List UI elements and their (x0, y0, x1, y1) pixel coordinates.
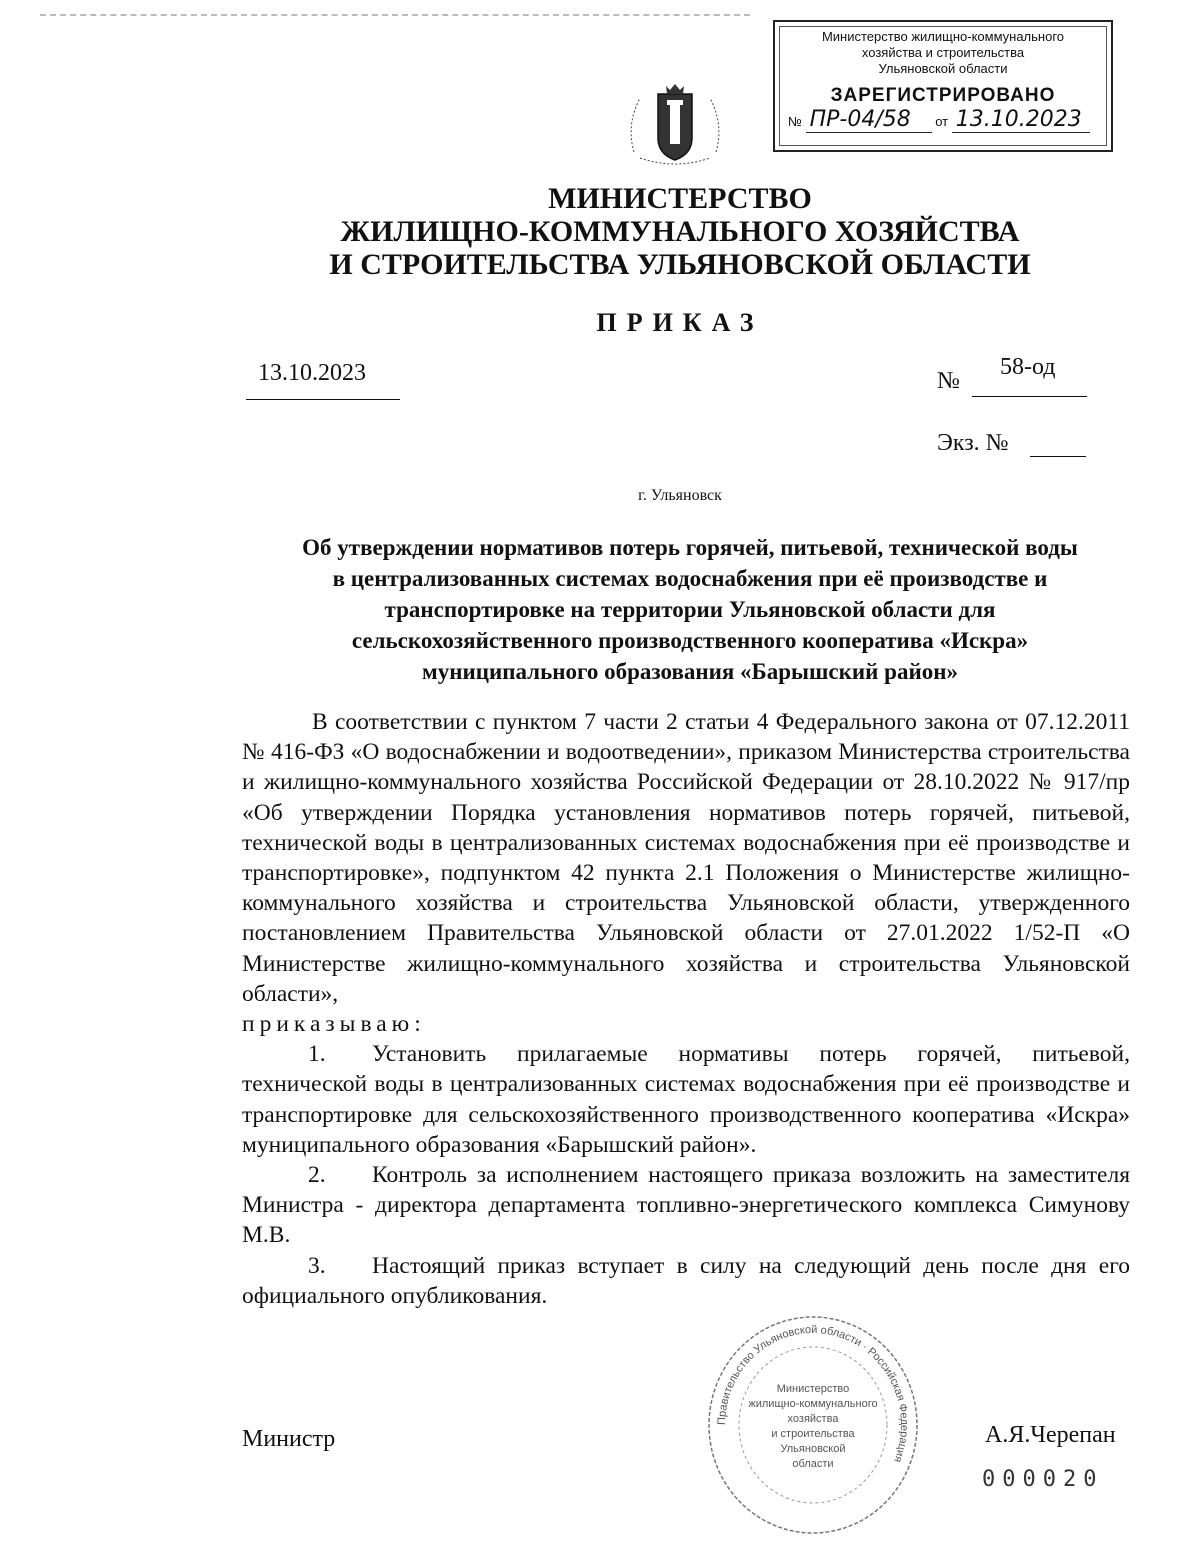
order-body (242, 707, 1130, 1311)
seal-ring-text: Правительство Ульяновской области · Российская Федерация (715, 1323, 911, 1465)
registration-date-label: от (935, 114, 949, 129)
seal-center-line3: хозяйства (787, 1413, 839, 1425)
heading-line1: Об утверждении нормативов потерь горячей, питьевой, технической воды (302, 535, 1078, 560)
order-directive: приказываю: (242, 1011, 426, 1038)
coat-of-arms-emblem (620, 80, 730, 170)
ministry-header (300, 182, 1060, 281)
registration-stamp-inner-frame (779, 26, 1107, 146)
registration-date-value: 13.10.2023 (952, 107, 1090, 133)
city-label: г. Ульяновск (638, 487, 722, 504)
order-item-1 (242, 1039, 1130, 1160)
order-item-3 (242, 1251, 1130, 1311)
order-item-text: Установить прилагаемые нормативы потерь горячей, питьевой, технической воды в централизованных системах водоснабжения при её производстве и транспортировке для сельскохозяйственного производственного кооператива «Искра» муниципального образования «Барышский район». (242, 1041, 1130, 1158)
copy-number-underline (1030, 456, 1086, 457)
heading-line4: сельскохозяйственного производственного кооператива «Искра» (351, 628, 1029, 653)
registration-status: ЗАРЕГИСТРИРОВАНО (830, 85, 1056, 106)
order-item-number: 2. (308, 1162, 326, 1189)
order-number: 58-од (1000, 354, 1056, 380)
order-item-text: Настоящий приказ вступает в силу на следующий день после дня его официального опубликования. (242, 1252, 1130, 1309)
order-subject-heading (230, 532, 1150, 687)
registration-stamp (773, 20, 1113, 152)
order-date: 13.10.2023 (258, 360, 366, 386)
form-serial-number: 000020 (982, 1467, 1104, 1492)
heading-line2: в централизованных системах водоснабжения при её производстве и (332, 566, 1048, 591)
registration-number-row (788, 107, 1098, 133)
seal-center-line2: жилищно-коммунального (748, 1398, 878, 1410)
registration-stamp-line1: Министерство жилищно-коммунального (821, 29, 1065, 44)
seal-center-line1: Министерство (776, 1383, 850, 1395)
order-item-number: 3. (308, 1252, 326, 1279)
signatory-position: Министр (242, 1426, 336, 1452)
registration-stamp-line3: Ульяновской области (878, 61, 1008, 76)
signatory-name: А.Я.Черепан (985, 1422, 1116, 1448)
heading-line3: транспортировке на территории Ульяновской области для (384, 597, 996, 622)
ministry-line3: И СТРОИТЕЛЬСТВА УЛЬЯНОВСКОЙ ОБЛАСТИ (329, 248, 1031, 281)
order-number-underline (972, 396, 1087, 397)
heading-line5: муниципального образования «Барышский район» (422, 659, 958, 684)
order-item-number: 1. (308, 1041, 326, 1068)
official-seal (703, 1310, 923, 1540)
order-date-underline (246, 399, 400, 400)
seal-center-line4: и строительства (771, 1428, 855, 1440)
registration-stamp-line2: хозяйства и строительства (861, 45, 1025, 60)
order-number-label: № (937, 368, 960, 394)
document-type-title: ПРИКАЗ (596, 308, 764, 337)
ministry-line2: ЖИЛИЩНО-КОММУНАЛЬНОГО ХОЗЯЙСТВА (340, 215, 1020, 248)
preamble-paragraph: В соответствии с пунктом 7 части 2 статьи 4 Федерального закона от 07.12.2011 № 416-ФЗ «О водоснабжении и водоотведении», приказом Министерства строительства и жилищно-коммунального хозяйства Российской Федерации от 28.10.2022 № 917/пр «Об утверждении Порядка установления нормативов потерь горячей, питьевой, технической воды в централизованных системах водоснабжения при её производстве и транспортировке», подпунктом 42 пункта 2.1 Положения о Министерстве жилищно-коммунального хозяйства и строительства Ульяновской области, утвержденного постановлением Правительства Ульяновской области от 27.01.2022 1/52-П «О Министерстве жилищно-коммунального хозяйства и строительства Ульяновской области», (242, 709, 1130, 1007)
copy-number-label: Экз. № (937, 430, 1009, 456)
order-item-text: Контроль за исполнением настоящего приказа возложить на заместителя Министра - директора департамента топливно-энергетического комплекса Симунову М.В. (242, 1162, 1130, 1249)
seal-center-line6: области (792, 1458, 834, 1470)
registration-number-value: ПР-04/58 (806, 107, 932, 133)
order-item-2 (242, 1160, 1130, 1251)
registration-number-label: № (788, 114, 802, 129)
ministry-line1: МИНИСТЕРСТВО (548, 182, 812, 215)
seal-center-line5: Ульяновской (780, 1443, 846, 1455)
scan-top-edge (40, 14, 750, 16)
